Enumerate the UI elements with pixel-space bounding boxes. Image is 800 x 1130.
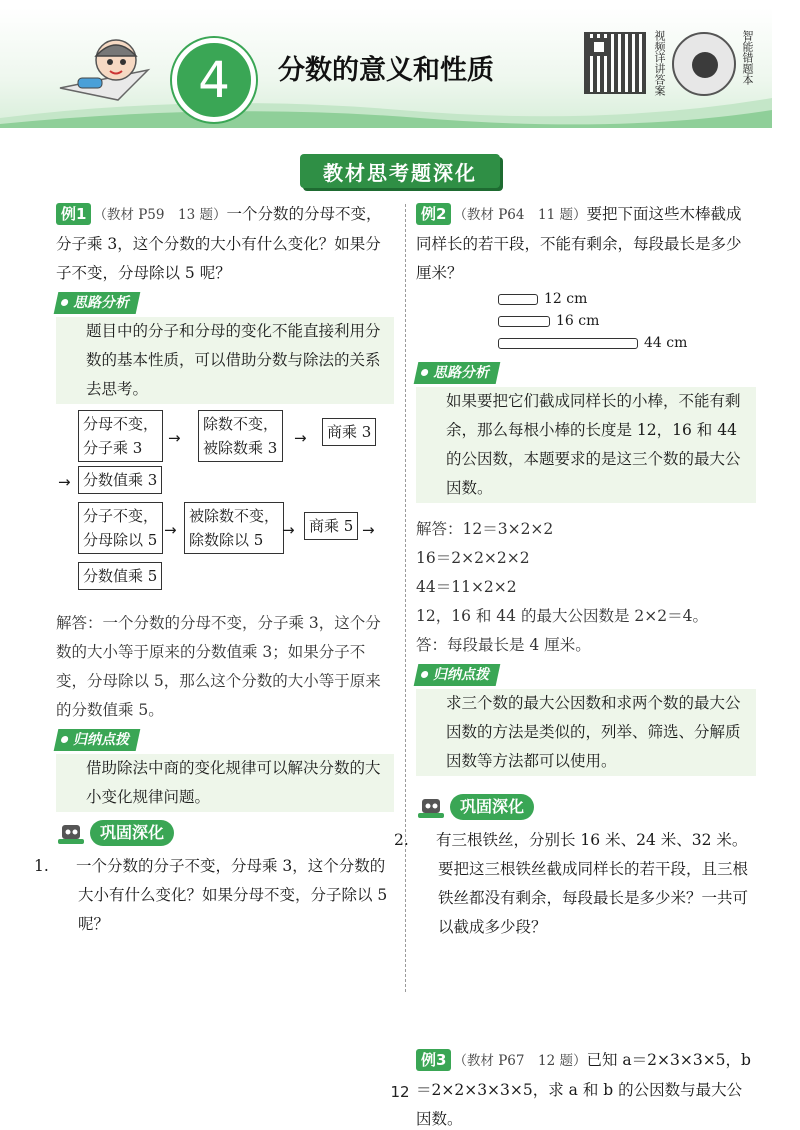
example-2-question <box>416 200 756 288</box>
sticks-figure <box>498 288 756 358</box>
stick-12-label: 12 cm <box>544 291 588 307</box>
qr-label-video: 视频详讲答案 <box>653 30 666 96</box>
example-2-analysis: 如果要把它们截成同样长的小棒，不能有剩余，那么每根小棒的长度是 12，16 和 44 的公因数，本题要求的是这三个数的最大公因数。 <box>416 387 756 503</box>
answer-line: 12，16 和 44 的最大公因数是 2×2＝4。 <box>416 607 708 625</box>
stick-16-label: 16 cm <box>556 313 600 329</box>
stick-16 <box>498 316 550 327</box>
chapter-title: 分数的意义和性质 <box>278 55 494 86</box>
qr-code-icon[interactable] <box>584 32 646 94</box>
robot-icon <box>416 794 446 820</box>
consolidate-header <box>56 820 394 846</box>
chapter-number-badge: 4 <box>172 38 256 122</box>
answer-line: 44＝11×2×2 <box>416 578 517 596</box>
arrow-icon: → <box>58 473 71 491</box>
consolidate-header <box>416 794 756 820</box>
example-1-label: 例1 <box>56 203 91 225</box>
example-1-analysis: 题目中的分子和分母的变化不能直接利用分数的基本性质，可以借助分数与除法的关系去思考。 <box>56 317 394 404</box>
flow-box-6: 被除数不变， 除数除以 5 <box>184 502 284 554</box>
summary-tag: 归纳点拨 <box>416 660 756 689</box>
example-1-summary: 借助除法中商的变化规律可以解决分数的大小变化规律问题。 <box>56 754 394 812</box>
example-1-source: （教材 P59 13 题） <box>93 207 227 223</box>
example-2-text: 要把下面这些木棒截成同样长的若干段，不能有剩余，每段最长是多少厘米？ <box>416 205 742 282</box>
question-2-text: 有三根铁丝，分别长 16 米、24 米、32 米。要把这三根铁丝截成同样长的若干段，且三根铁丝都没有剩余，每段最长是多少米？一共可以截成多少段？ <box>436 831 749 936</box>
example-3-label: 例3 <box>416 1049 451 1071</box>
example-1-answer: 解答：一个分数的分母不变，分子乘 3，这个分数的大小等于原来的分数值乘 3；如果分子不变，分母除以 5，那么这个分数的大小等于原来的分数值乘 5。 <box>56 614 381 719</box>
section-banner: 教材思考题深化 <box>300 154 500 188</box>
stick-12 <box>498 294 538 305</box>
column-divider <box>405 204 406 992</box>
question-1-number: 1. <box>34 857 49 875</box>
flow-diagram <box>56 404 394 609</box>
arrow-icon: → <box>164 521 177 539</box>
mistake-book-qr-icon[interactable] <box>672 32 736 96</box>
consolidate-label: 巩固深化 <box>90 820 174 846</box>
page-number: 12 <box>390 1083 410 1101</box>
stick-44-label: 44 cm <box>644 335 688 351</box>
flow-box-7: 商乘 5 <box>304 512 358 540</box>
flow-box-5: 分子不变， 分母除以 5 <box>78 502 163 554</box>
flow-box-3: 商乘 3 <box>322 418 376 446</box>
arrow-icon: → <box>168 429 181 447</box>
summary-tag: 归纳点拨 <box>56 725 394 754</box>
question-2-number: 2. <box>394 831 409 849</box>
arrow-icon: → <box>282 521 295 539</box>
example-2-answer <box>416 515 756 660</box>
question-1 <box>34 852 394 939</box>
analysis-tag: 思路分析 <box>56 288 394 317</box>
answer-line: 答：每段最长是 4 厘米。 <box>416 636 591 654</box>
qr-label-mistakes: 智能错题本 <box>741 30 754 85</box>
arrow-icon: → <box>362 521 375 539</box>
flow-box-8: 分数值乘 5 <box>78 562 162 590</box>
example-2-summary: 求三个数的最大公因数和求两个数的最大公因数的方法是类似的，列举、筛选、分解质因数等方法都可以使用。 <box>416 689 756 776</box>
analysis-tag: 思路分析 <box>416 358 756 387</box>
example-2-source: （教材 P64 11 题） <box>453 207 587 223</box>
example-1-question <box>56 200 394 288</box>
flow-box-4: 分数值乘 3 <box>78 466 162 494</box>
answer-line: 16＝2×2×2×2 <box>416 549 530 567</box>
example-2-label: 例2 <box>416 203 451 225</box>
example-3-text: 已知 a＝2×3×3×5，b＝2×2×3×3×5，求 a 和 b 的公因数与最大公因数。 <box>416 1051 751 1128</box>
consolidate-label: 巩固深化 <box>450 794 534 820</box>
chapter-header <box>0 0 800 140</box>
left-column <box>34 200 394 939</box>
example-3-source: （教材 P67 12 题） <box>453 1053 587 1069</box>
flow-box-2: 除数不变， 被除数乘 3 <box>198 410 283 462</box>
robot-icon <box>56 820 86 846</box>
example-1-text: 一个分数的分母不变，分子乘 3，这个分数的大小有什么变化？如果分子不变，分母除以 5 呢？ <box>56 205 382 282</box>
question-2 <box>394 826 756 942</box>
arrow-icon: → <box>294 429 307 447</box>
flow-box-1: 分母不变， 分子乘 3 <box>78 410 163 462</box>
right-column <box>394 200 756 1130</box>
answer-line: 解答：12＝3×2×2 <box>416 520 554 538</box>
stick-44 <box>498 338 638 349</box>
question-1-text: 一个分数的分子不变，分母乘 3，这个分数的大小有什么变化？如果分母不变，分子除以 5 呢？ <box>76 857 388 933</box>
mascot-pilot-icon <box>58 30 168 110</box>
